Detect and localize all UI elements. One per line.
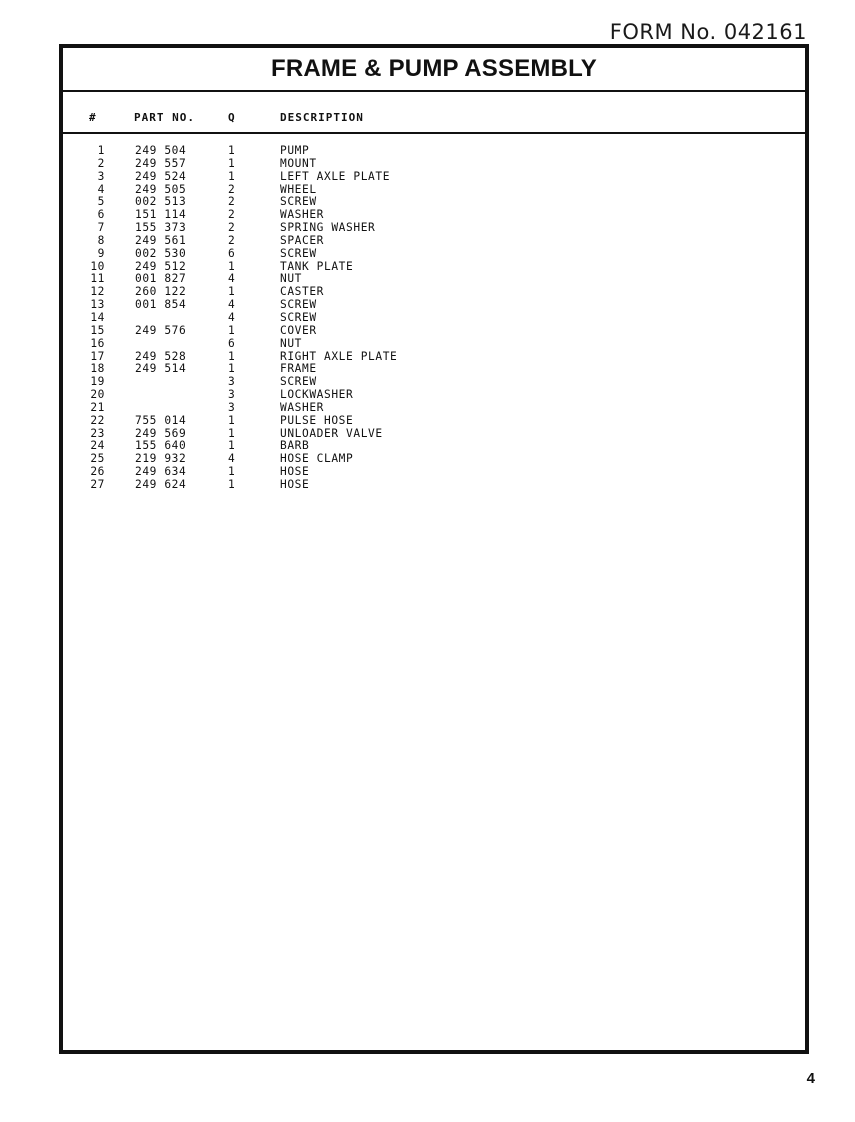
table-row xyxy=(63,158,805,171)
row-description: PUMP xyxy=(280,144,310,157)
column-header-quantity: Q xyxy=(228,111,236,124)
title-bar xyxy=(63,48,805,92)
row-description: MOUNT xyxy=(280,156,317,170)
table-row xyxy=(63,299,805,312)
row-description: WHEEL xyxy=(280,182,317,196)
row-part-number: 249 505 xyxy=(135,182,187,196)
row-quantity: 6 xyxy=(228,246,236,260)
row-number: 3 xyxy=(97,169,105,183)
row-part-number: 001 827 xyxy=(135,272,187,286)
row-part-number: 001 854 xyxy=(135,298,187,312)
row-quantity: 1 xyxy=(228,426,236,440)
row-part-number: 249 512 xyxy=(135,259,187,273)
row-number: 25 xyxy=(90,452,105,466)
row-description: WASHER xyxy=(280,400,325,414)
page-title: FRAME & PUMP ASSEMBLY xyxy=(270,55,598,82)
row-part-number: 249 504 xyxy=(135,144,187,157)
row-quantity: 4 xyxy=(228,272,236,286)
row-number: 18 xyxy=(90,362,105,376)
row-part-number: 002 513 xyxy=(135,195,187,209)
row-number: 27 xyxy=(90,477,105,491)
row-number: 5 xyxy=(97,195,105,209)
row-number: 10 xyxy=(90,259,105,273)
row-part-number: 260 122 xyxy=(135,285,187,299)
row-number: 19 xyxy=(90,375,105,389)
row-quantity: 1 xyxy=(228,477,236,491)
column-header-part-no: PART NO. xyxy=(134,111,195,124)
row-description: CASTER xyxy=(280,285,325,299)
row-description: SCREW xyxy=(280,375,317,389)
row-description: TANK PLATE xyxy=(280,259,354,273)
column-header-row xyxy=(63,102,805,134)
row-quantity: 2 xyxy=(228,221,236,235)
row-part-number: 249 569 xyxy=(135,426,187,440)
form-number: FORM No. 042161 xyxy=(609,20,807,44)
row-description: SPACER xyxy=(280,233,325,247)
row-description: SCREW xyxy=(280,298,317,312)
row-number: 22 xyxy=(90,413,105,427)
row-number: 23 xyxy=(90,426,105,440)
row-quantity: 1 xyxy=(228,323,236,337)
row-description: HOSE CLAMP xyxy=(280,452,354,466)
row-number: 17 xyxy=(90,349,105,363)
table-row xyxy=(63,248,805,261)
table-row xyxy=(63,415,805,428)
table-row xyxy=(63,363,805,376)
row-number: 13 xyxy=(90,298,105,312)
row-number: 14 xyxy=(90,310,105,324)
table-row xyxy=(63,235,805,248)
row-quantity: 3 xyxy=(228,388,236,402)
row-part-number: 249 528 xyxy=(135,349,187,363)
row-number: 12 xyxy=(90,285,105,299)
row-number: 16 xyxy=(90,336,105,350)
row-description: WASHER xyxy=(280,208,325,222)
row-number: 1 xyxy=(97,144,105,157)
row-part-number: 151 114 xyxy=(135,208,187,222)
row-quantity: 1 xyxy=(228,439,236,453)
row-description: NUT xyxy=(280,336,303,350)
column-header-number: # xyxy=(89,111,97,124)
table-row xyxy=(63,325,805,338)
row-part-number: 002 530 xyxy=(135,246,187,260)
row-part-number: 155 373 xyxy=(135,221,187,235)
row-quantity: 1 xyxy=(228,144,236,157)
row-description: SCREW xyxy=(280,195,317,209)
table-row xyxy=(63,145,805,158)
row-description: HOSE xyxy=(280,477,310,491)
row-number: 24 xyxy=(90,439,105,453)
table-row xyxy=(63,466,805,479)
row-part-number: 249 561 xyxy=(135,233,187,247)
row-part-number: 249 557 xyxy=(135,156,187,170)
row-description: PULSE HOSE xyxy=(280,413,354,427)
row-quantity: 4 xyxy=(228,452,236,466)
row-part-number: 249 514 xyxy=(135,362,187,376)
row-part-number: 755 014 xyxy=(135,413,187,427)
row-number: 26 xyxy=(90,465,105,479)
row-part-number: 219 932 xyxy=(135,452,187,466)
row-quantity: 2 xyxy=(228,195,236,209)
row-description: LEFT AXLE PLATE xyxy=(280,169,391,183)
row-number: 7 xyxy=(97,221,105,235)
row-quantity: 1 xyxy=(228,413,236,427)
row-description: SCREW xyxy=(280,246,317,260)
row-number: 20 xyxy=(90,388,105,402)
row-description: BARB xyxy=(280,439,310,453)
row-quantity: 1 xyxy=(228,156,236,170)
row-description: SCREW xyxy=(280,310,317,324)
row-description: RIGHT AXLE PLATE xyxy=(280,349,398,363)
row-description: COVER xyxy=(280,323,317,337)
parts-list-frame xyxy=(59,44,809,1054)
row-quantity: 6 xyxy=(228,336,236,350)
table-row xyxy=(63,402,805,415)
row-number: 6 xyxy=(97,208,105,222)
table-row xyxy=(63,312,805,325)
row-part-number: 249 634 xyxy=(135,465,187,479)
row-number: 11 xyxy=(90,272,105,286)
row-quantity: 1 xyxy=(228,169,236,183)
row-number: 8 xyxy=(97,233,105,247)
row-quantity: 1 xyxy=(228,259,236,273)
row-quantity: 4 xyxy=(228,298,236,312)
table-row xyxy=(63,171,805,184)
table-row xyxy=(63,479,805,492)
row-quantity: 2 xyxy=(228,233,236,247)
row-quantity: 2 xyxy=(228,182,236,196)
row-quantity: 1 xyxy=(228,349,236,363)
row-quantity: 2 xyxy=(228,208,236,222)
table-row xyxy=(63,222,805,235)
parts-table-body xyxy=(63,145,805,492)
row-quantity: 1 xyxy=(228,285,236,299)
row-part-number: 155 640 xyxy=(135,439,187,453)
row-quantity: 3 xyxy=(228,375,236,389)
row-part-number: 249 576 xyxy=(135,323,187,337)
row-description: HOSE xyxy=(280,465,310,479)
row-number: 21 xyxy=(90,400,105,414)
row-description: UNLOADER VALVE xyxy=(280,426,383,440)
row-quantity: 1 xyxy=(228,465,236,479)
row-description: FRAME xyxy=(280,362,317,376)
row-number: 9 xyxy=(97,246,105,260)
row-part-number: 249 624 xyxy=(135,477,187,491)
page-number: 4 xyxy=(806,1070,815,1087)
row-quantity: 1 xyxy=(228,362,236,376)
row-part-number: 249 524 xyxy=(135,169,187,183)
row-quantity: 4 xyxy=(228,310,236,324)
row-quantity: 3 xyxy=(228,400,236,414)
row-number: 15 xyxy=(90,323,105,337)
table-row xyxy=(63,389,805,402)
row-description: SPRING WASHER xyxy=(280,221,376,235)
row-number: 2 xyxy=(97,156,105,170)
table-row xyxy=(63,338,805,351)
row-number: 4 xyxy=(97,182,105,196)
row-description: LOCKWASHER xyxy=(280,388,354,402)
row-description: NUT xyxy=(280,272,303,286)
table-row xyxy=(63,376,805,389)
column-header-description: DESCRIPTION xyxy=(280,111,364,124)
